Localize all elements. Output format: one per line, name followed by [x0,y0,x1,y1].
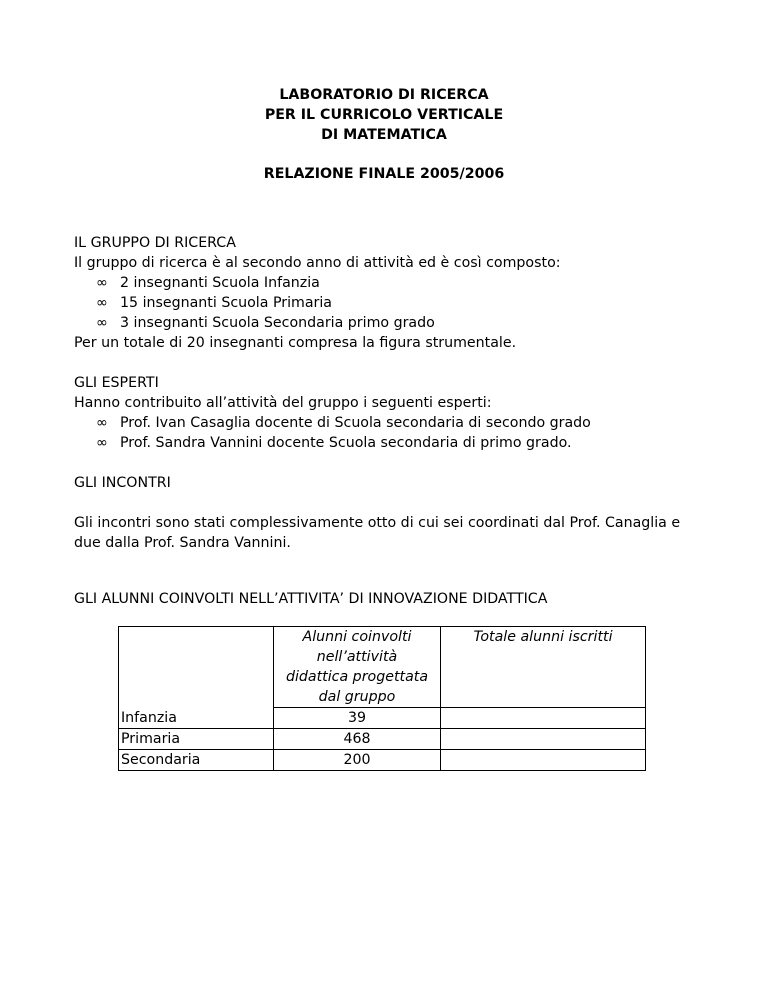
section-heading-alunni: GLI ALUNNI COINVOLTI NELL’ATTIVITA’ DI INNOVAZIONE DIDATTICA [74,591,548,607]
header-empty-cell [119,627,274,708]
row-totale [441,750,646,771]
list-item: ∞ Prof. Sandra Vannini docente Scuola secondaria di primo grado. [96,435,572,451]
document-subtitle: RELAZIONE FINALE 2005/2006 [263,166,505,182]
title-line-3: DI MATEMATICA [321,127,447,143]
section-alunni [74,589,714,609]
title-line-1: LABORATORIO DI RICERCA [279,87,489,103]
row-coinvolti: 39 [274,708,441,729]
incontri-line-1: Gli incontri sono stati complessivamente otto di cui sei coordinati dal Prof. Canaglia e [74,515,681,531]
esperti-list [74,413,714,453]
esperti-intro: Hanno contribuito all’attività del gruppo i seguenti esperti: [74,395,492,411]
row-coinvolti: 468 [274,729,441,750]
gruppo-intro: Il gruppo di ricerca è al secondo anno di attività ed è così composto: [74,255,561,271]
section-gruppo [74,233,714,353]
table-row [119,708,646,729]
table-header-row [119,627,646,708]
section-heading-incontri: GLI INCONTRI [74,475,171,491]
header-coinvolti-cell: Alunni coinvolti nell’attività didattica progettata dal gruppo [274,627,441,708]
document-title [0,85,768,145]
gruppo-list [74,273,714,333]
section-heading-esperti: GLI ESPERTI [74,375,159,391]
section-esperti [74,373,714,453]
infinity-bullet-icon: ∞ [96,315,108,331]
incontri-text [74,513,714,553]
list-item: ∞ 15 insegnanti Scuola Primaria [96,295,333,311]
table-row [119,729,646,750]
infinity-bullet-icon: ∞ [96,435,108,451]
incontri-line-2: due dalla Prof. Sandra Vannini. [74,535,291,551]
infinity-bullet-icon: ∞ [96,275,108,291]
list-item: ∞ Prof. Ivan Casaglia docente di Scuola secondaria di secondo grado [96,415,591,431]
alunni-table [118,626,646,771]
row-totale [441,708,646,729]
row-coinvolti: 200 [274,750,441,771]
row-label: Infanzia [119,708,274,729]
table-row [119,750,646,771]
infinity-bullet-icon: ∞ [96,295,108,311]
gruppo-summary: Per un totale di 20 insegnanti compresa la figura strumentale. [74,335,517,351]
section-incontri [74,473,714,493]
infinity-bullet-icon: ∞ [96,415,108,431]
header-totale-cell: Totale alunni iscritti [441,627,646,708]
row-totale [441,729,646,750]
row-label: Primaria [119,729,274,750]
list-item: ∞ 2 insegnanti Scuola Infanzia [96,275,320,291]
row-label: Secondaria [119,750,274,771]
section-heading-gruppo: IL GRUPPO DI RICERCA [74,235,236,251]
title-line-2: PER IL CURRICOLO VERTICALE [264,107,504,123]
list-item: ∞ 3 insegnanti Scuola Secondaria primo grado [96,315,435,331]
